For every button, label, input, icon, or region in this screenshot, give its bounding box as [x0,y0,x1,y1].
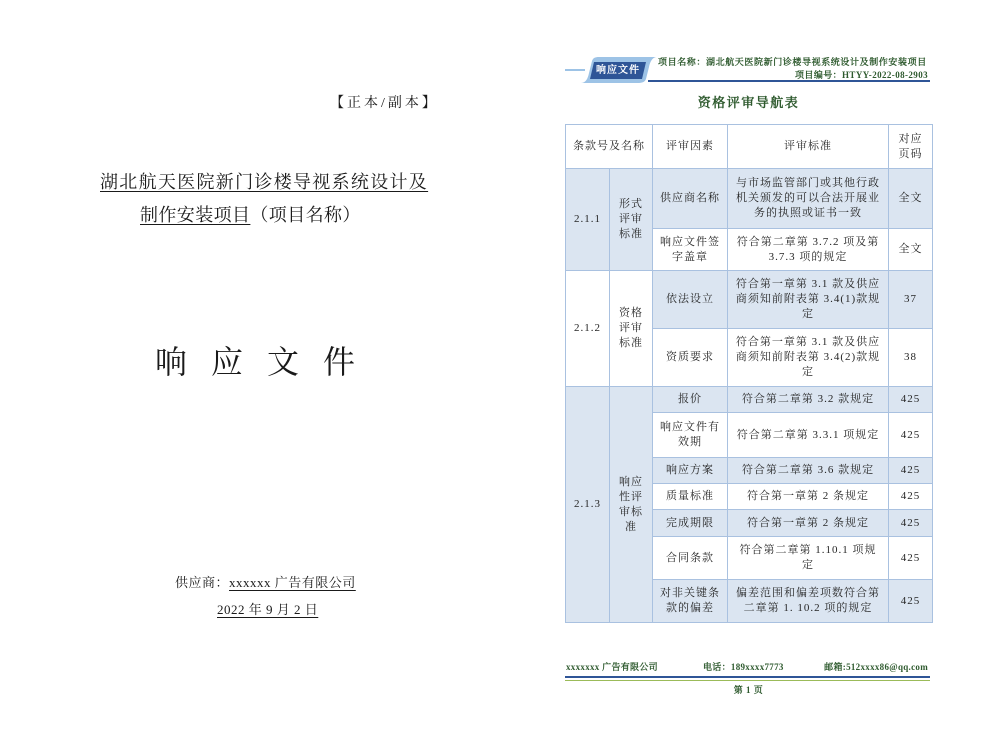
review-standard: 符合第二章第 3.2 款规定 [728,387,889,413]
header-rule [648,80,930,82]
review-standard: 符合第一章第 2 条规定 [728,510,889,537]
review-factor: 资质要求 [653,329,728,387]
group-number: 2.1.3 [566,387,610,623]
review-standard: 符合第一章第 3.1 款及供应商须知前附表第 3.4(2)款规定 [728,329,889,387]
supplier-line [175,575,356,591]
review-standard: 符合第二章第 1.10.1 项规定 [728,537,889,580]
footer-phone: 电话：189xxxx7773 [703,662,784,672]
review-standard: 偏差范围和偏差项数符合第二章第 1. 10.2 项的规定 [728,580,889,623]
footer-rule-blue [565,676,930,678]
header-standard: 评审标准 [728,125,889,169]
group-name: 形式评审标准 [610,169,653,271]
review-standard: 符合第二章第 3.6 款规定 [728,458,889,484]
review-standard: 符合第二章第 3.3.1 项规定 [728,413,889,458]
page-reference: 425 [889,510,933,537]
table-row [566,169,933,229]
group-number: 2.1.2 [566,271,610,387]
header-clause: 条款号及名称 [566,125,653,169]
response-document-badge: 响应文件 [596,65,640,76]
document-type-heading: 响 应 文 件 [155,344,363,380]
page-reference: 425 [889,580,933,623]
review-factor: 供应商名称 [653,169,728,229]
qualification-review-table [565,124,933,623]
review-factor: 响应文件有效期 [653,413,728,458]
table-row [566,387,933,413]
review-standard: 与市场监管部门或其他行政机关颁发的可以合法开展业务的执照或证书一致 [728,169,889,229]
header-factor: 评审因素 [653,125,728,169]
page-reference: 425 [889,484,933,510]
footer-rule-green [565,680,930,681]
page-reference: 425 [889,458,933,484]
table-title: 资格评审导航表 [697,95,800,110]
page-reference: 425 [889,537,933,580]
review-factor: 合同条款 [653,537,728,580]
footer-company: xxxxxxx 广告有限公司 [566,662,658,672]
review-factor: 响应文件签字盖章 [653,229,728,271]
page-reference: 425 [889,387,933,413]
project-title-underlined-part: 制作安装项目 [140,205,251,225]
page-reference: 425 [889,413,933,458]
navigation-table-page [540,0,1000,750]
group-name: 响应性评审标准 [610,387,653,623]
page-reference: 38 [889,329,933,387]
header-project-number: 项目编号：HTYY-2022-08-2903 [795,70,928,80]
review-factor: 报价 [653,387,728,413]
header-project-name: 项目名称：湖北航天医院新门诊楼导视系统设计及制作安装项目 [658,57,927,67]
supplier-name: xxxxxx 广告有限公司 [229,575,356,590]
group-name: 资格评审标准 [610,271,653,387]
supplier-label: 供应商： [175,575,230,590]
page-reference: 全文 [889,229,933,271]
project-title-note: （项目名称） [250,205,361,225]
review-factor: 完成期限 [653,510,728,537]
table-row [566,271,933,329]
review-factor: 依法设立 [653,271,728,329]
footer-email: 邮箱:512xxxx86@qq.com [824,662,928,672]
project-title-line-2 [140,204,361,226]
review-standard: 符合第一章第 3.1 款及供应商须知前附表第 3.4(1)款规定 [728,271,889,329]
review-factor: 对非关键条款的偏差 [653,580,728,623]
group-number: 2.1.1 [566,169,610,271]
page-number: 第 1 页 [733,685,764,695]
project-title-line-1: 湖北航天医院新门诊楼导视系统设计及 [100,172,429,192]
header-page: 对应页码 [889,125,933,169]
table-header-row [566,125,933,169]
page-reference: 37 [889,271,933,329]
review-factor: 响应方案 [653,458,728,484]
review-standard: 符合第二章第 3.7.2 项及第 3.7.3 项的规定 [728,229,889,271]
review-standard: 符合第一章第 2 条规定 [728,484,889,510]
page-reference: 全文 [889,169,933,229]
copy-type-label: 【正本/副本】 [330,96,439,111]
review-factor: 质量标准 [653,484,728,510]
document-date: 2022 年 9 月 2 日 [217,602,319,617]
